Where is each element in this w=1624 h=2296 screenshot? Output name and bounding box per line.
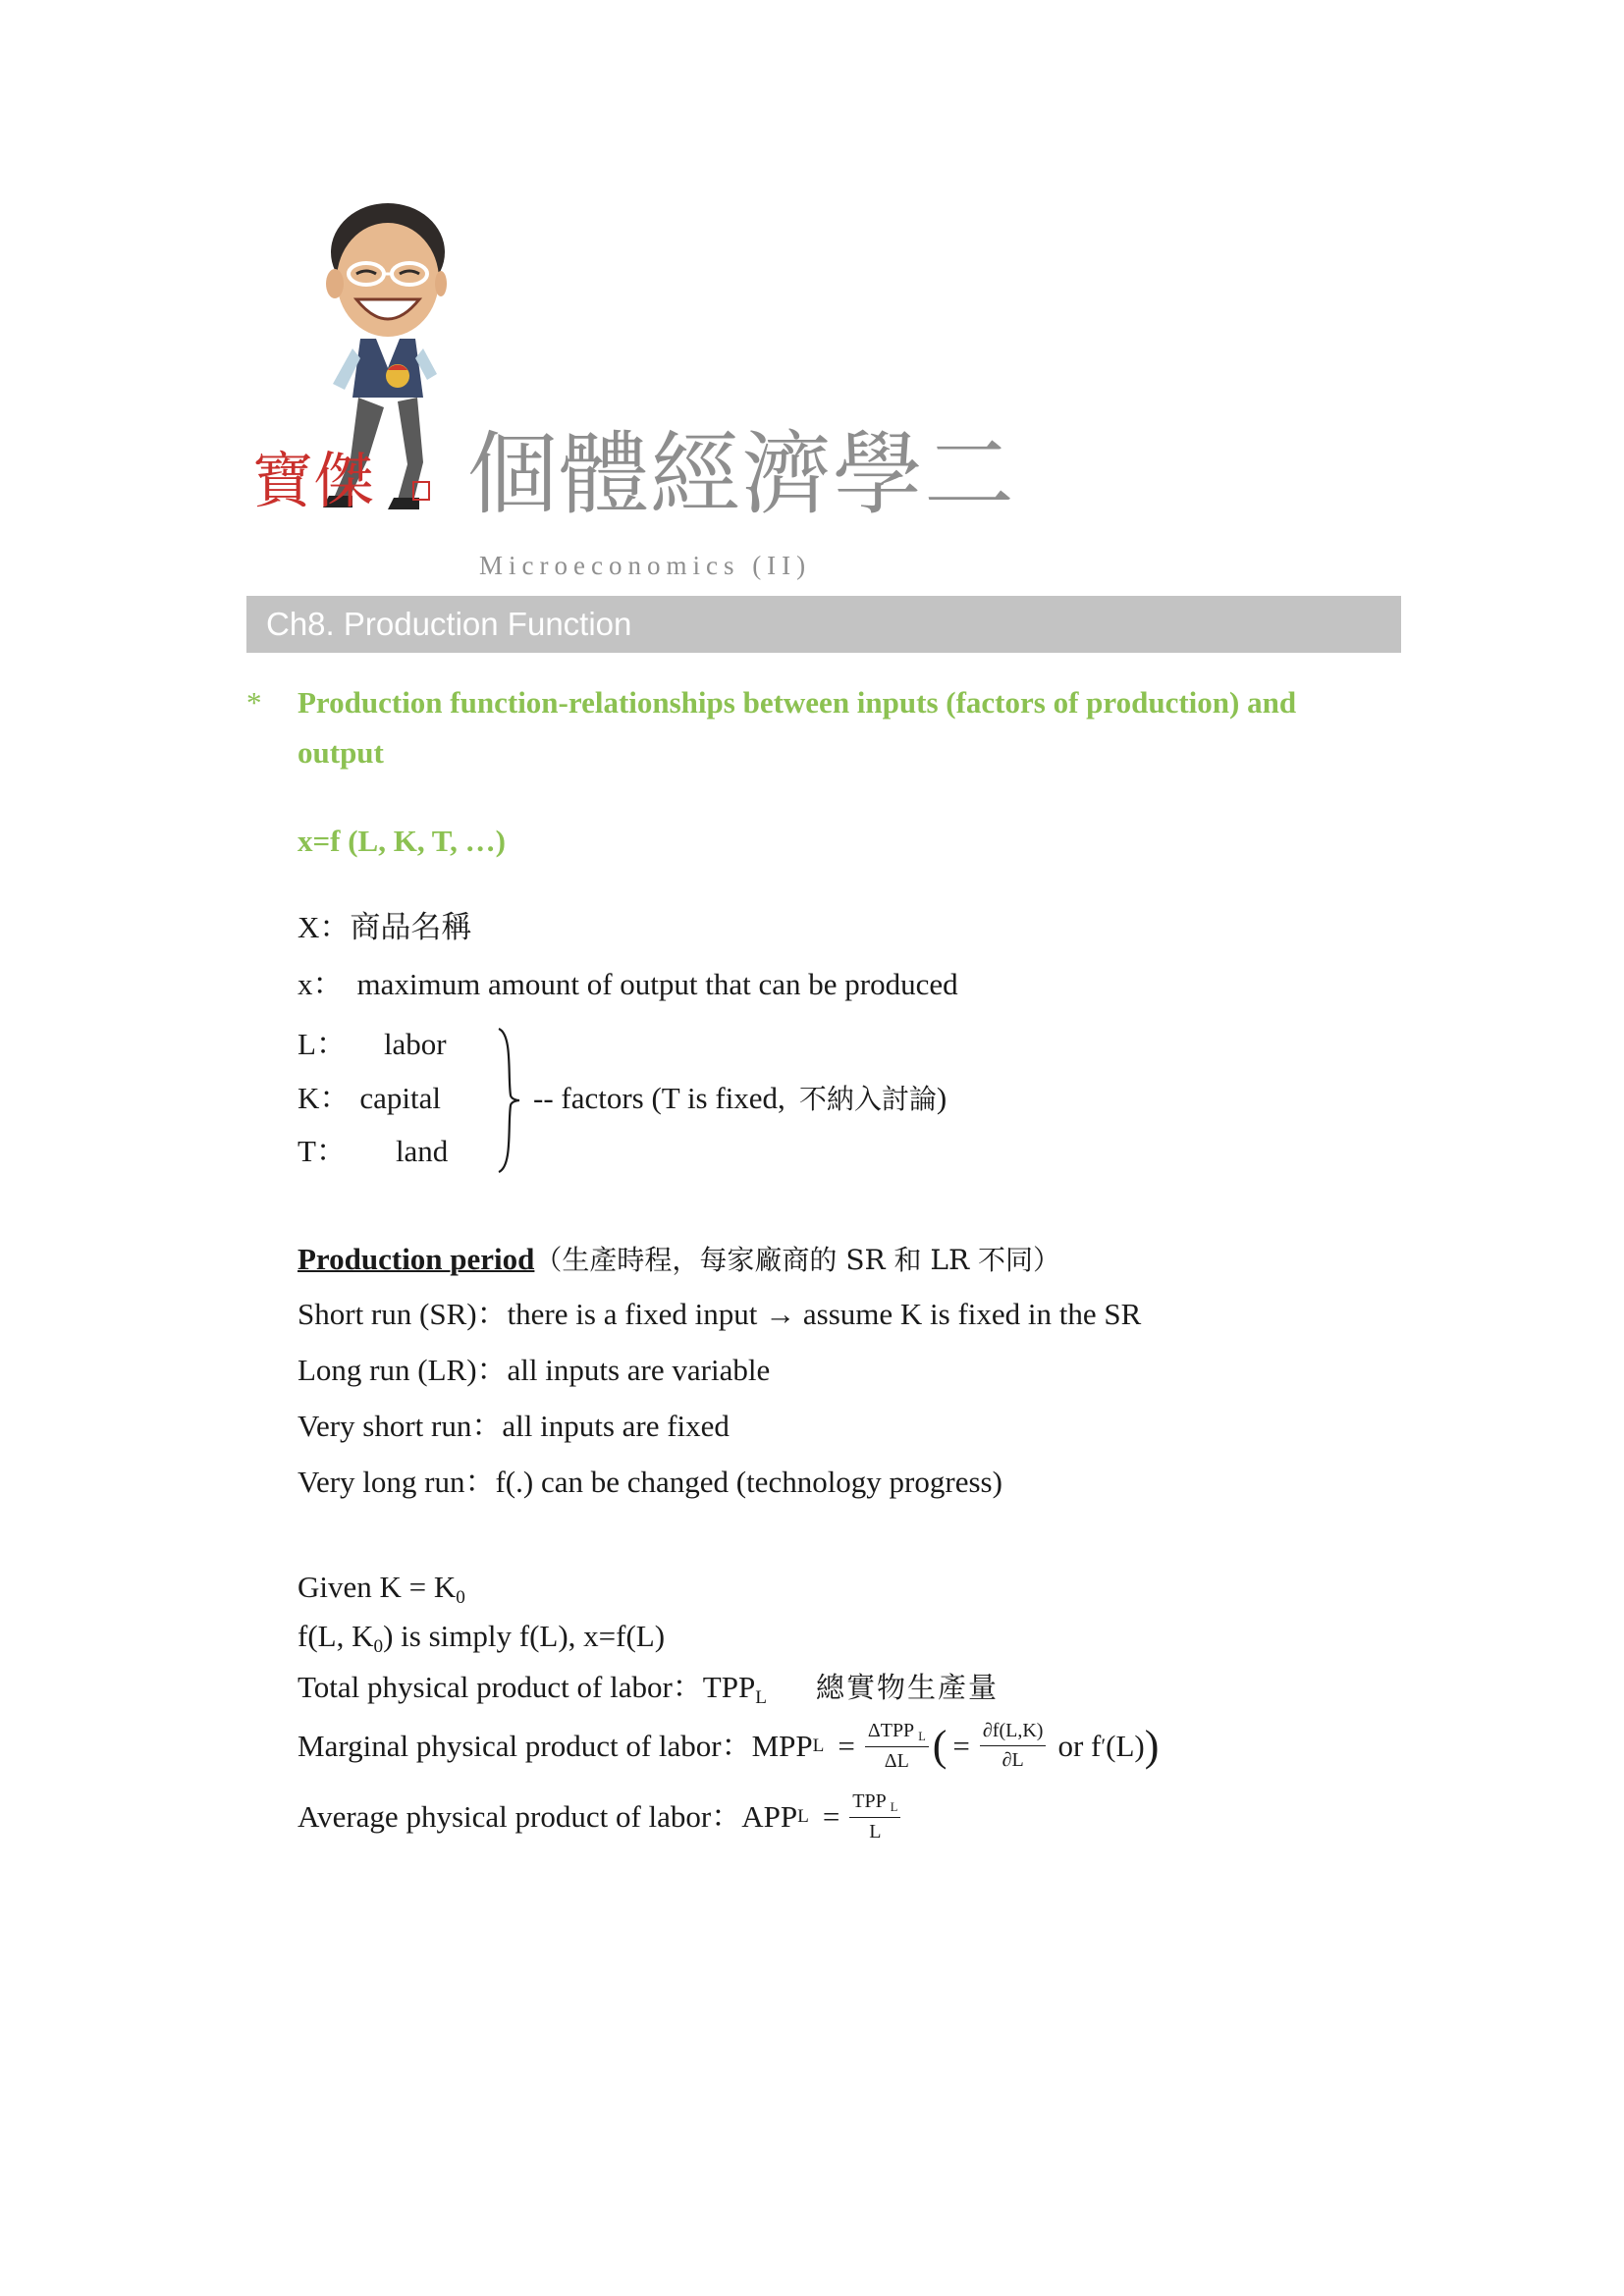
- mpp-or-f: or f: [1057, 1729, 1102, 1764]
- def-x-label: x：: [298, 967, 344, 1001]
- long-run-def: Long run (LR)：all inputs are variable: [298, 1353, 771, 1387]
- factors-cn: 不納入討論: [798, 1083, 937, 1115]
- mpp-prime: ′: [1101, 1733, 1107, 1758]
- mpp-text: Marginal physical product of labor：MPP: [298, 1729, 813, 1764]
- mpp-partial-denominator: ∂L: [1001, 1749, 1024, 1772]
- section-heading-line1: Production function-relationships between inputs (factors of production) and: [298, 685, 1297, 720]
- very-long-run-def: Very long run：f(.) can be changed (technology progress): [298, 1465, 1002, 1499]
- simply-prefix: f(L, K: [298, 1619, 374, 1653]
- chapter-title: Ch8. Production Function: [266, 606, 632, 642]
- right-brace-icon: [496, 1027, 521, 1174]
- tpp-sub: L: [755, 1686, 767, 1708]
- production-period-note: （生產時程，每家廠商的 SR 和 LR 不同）: [534, 1244, 1060, 1276]
- app-sub: L: [797, 1806, 809, 1828]
- production-formula: x=f (L, K, T, …): [298, 824, 506, 858]
- title-english: Microeconomics (II): [479, 551, 812, 580]
- def-X-label: X：: [298, 910, 351, 944]
- tpp-chinese: 總實物生產量: [815, 1671, 999, 1704]
- short-run-def: Short run (SR)：there is a fixed input → assume K is fixed in the SR: [298, 1297, 1142, 1331]
- given-prefix: Given K = K: [298, 1570, 457, 1604]
- def-x-text: maximum amount of output that can be produced: [356, 967, 958, 1001]
- mpp-equals-2: =: [952, 1729, 970, 1764]
- mpp-denominator: ΔL: [884, 1749, 909, 1772]
- def-T: [298, 1133, 448, 1169]
- app-equals: =: [822, 1799, 840, 1835]
- def-X-text: 商品名稱: [350, 910, 472, 945]
- logo-caricature: [250, 201, 447, 515]
- mpp-argument: (L): [1106, 1729, 1145, 1764]
- app-denominator: L: [869, 1820, 882, 1842]
- mpp-partial-numerator: ∂f(L,K): [980, 1720, 1047, 1746]
- production-period-title: Production period: [298, 1242, 535, 1276]
- def-T-label: T：: [298, 1134, 347, 1168]
- def-T-text: land: [395, 1134, 449, 1168]
- seal-text: 寶傑: [252, 445, 375, 515]
- simply-suffix: ) is simply f(L), x=f(L): [383, 1619, 666, 1653]
- simply-line: [298, 1618, 665, 1658]
- factors-close: ): [936, 1081, 947, 1115]
- section-heading-line2: output: [298, 735, 384, 770]
- app-line: [298, 1790, 904, 1843]
- mpp-numerator: ΔTPP: [867, 1720, 915, 1741]
- very-short-run-def: Very short run：all inputs are fixed: [298, 1409, 730, 1443]
- tpp-line: [298, 1669, 999, 1709]
- factors-note: [533, 1080, 947, 1116]
- def-K-text: capital: [359, 1081, 442, 1115]
- mpp-sub: L: [812, 1735, 825, 1757]
- mpp-fraction: [865, 1720, 929, 1773]
- tpp-text: Total physical product of labor：TPP: [298, 1670, 756, 1704]
- def-K-label: K：: [298, 1081, 351, 1115]
- mpp-equals: =: [838, 1729, 855, 1764]
- app-numerator-sub: L: [890, 1799, 898, 1814]
- given-sub: 0: [456, 1586, 465, 1608]
- def-X: [298, 909, 471, 946]
- given-line: [298, 1569, 465, 1609]
- mpp-line: [298, 1720, 1159, 1773]
- production-period-line: [298, 1241, 1060, 1277]
- app-numerator: TPP: [852, 1790, 887, 1812]
- mpp-numerator-sub: L: [918, 1729, 926, 1743]
- def-x: [298, 966, 958, 1002]
- app-text: Average physical product of labor：APP: [298, 1799, 798, 1835]
- factors-text: -- factors (T is fixed,: [533, 1081, 785, 1115]
- def-L: [298, 1026, 447, 1062]
- def-L-label: L：: [298, 1027, 347, 1061]
- app-fraction: [849, 1790, 900, 1843]
- mpp-partial-fraction: [980, 1720, 1047, 1772]
- simply-sub: 0: [373, 1635, 384, 1657]
- chapter-banner: [246, 596, 1401, 653]
- def-K: [298, 1080, 441, 1116]
- mpp-paren-close: ): [1144, 1721, 1160, 1770]
- title-chinese: 個體經濟學二: [467, 422, 1016, 527]
- mpp-paren-open: (: [932, 1721, 947, 1770]
- def-L-text: labor: [383, 1027, 447, 1061]
- bullet-asterisk: *: [246, 685, 262, 720]
